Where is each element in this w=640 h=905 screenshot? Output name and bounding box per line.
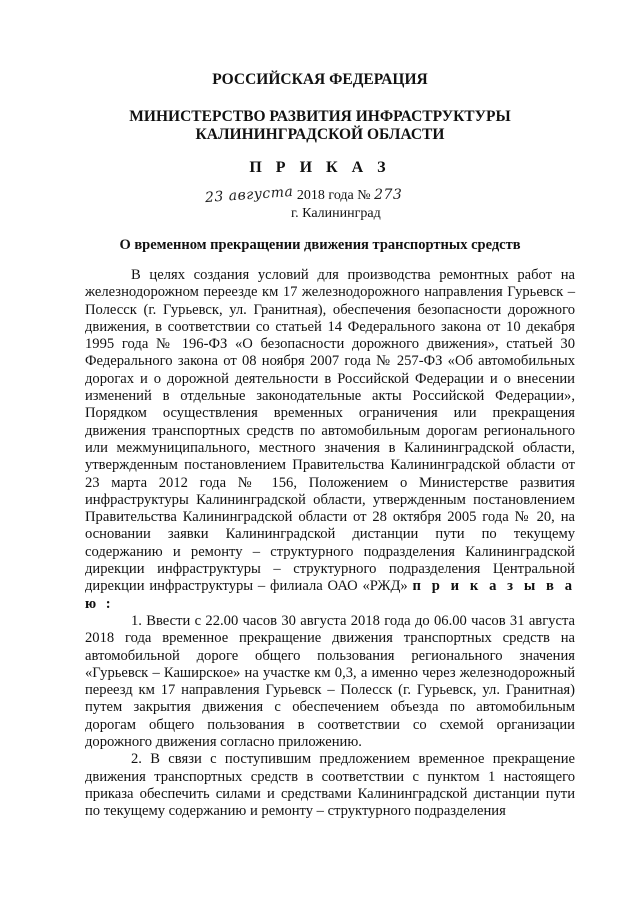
country-heading: РОССИЙСКАЯ ФЕДЕРАЦИЯ xyxy=(212,71,428,88)
order-item-2: 2. В связи с поступившим предложением временное прекращение движения транспортных средств в соответствии с пунктом 1 настоящего приказа обеспечить силами и средствами Калининградской дистанции пути по текущему содержанию и ремонту – структурного подразделения xyxy=(85,751,575,820)
document-type-heading: П Р И К А З xyxy=(249,159,391,176)
order-word: п р и к а з ы в а ю : xyxy=(85,578,576,612)
handwritten-order-number: 273 xyxy=(374,187,403,203)
order-body xyxy=(85,267,575,821)
order-place: г. Калининград xyxy=(291,206,381,221)
ministry-heading-line-2: КАЛИНИНГРАДСКОЙ ОБЛАСТИ xyxy=(195,126,445,143)
order-subject: О временном прекращении движения транспортных средств xyxy=(119,237,521,253)
preamble-paragraph xyxy=(85,267,575,613)
ministry-heading-line-1: МИНИСТЕРСТВО РАЗВИТИЯ ИНФРАСТРУКТУРЫ xyxy=(129,108,511,125)
order-year: 2018 года xyxy=(296,188,354,203)
number-sign: № xyxy=(357,188,371,203)
order-date-line xyxy=(204,183,403,207)
order-item-1: 1. Ввести с 22.00 часов 30 августа 2018 года до 06.00 часов 31 августа 2018 года временное прекращение движения транспортных средств на автомобильной дороге общего пользования регионального значения «Гурьевск – Каширское» на участке км 0,3, а именно через железнодорожный переезд км 17 направления Гурьевск – Полесск (г. Гурьевск, ул. Гранитная) путем закрытия движения с обеспечением объезда по автомобильным дорогам общего пользования в соответствии со схемой организации дорожного движения согласно приложению. xyxy=(85,612,575,751)
ministry-heading xyxy=(0,108,640,144)
handwritten-date: 23 августа xyxy=(204,183,294,207)
preamble-text: В целях создания условий для производства ремонтных работ на железнодорожном переезде км 17 железнодорожного направления Гурьевск – Полесск (г. Гурьевск, ул. Гранитная), обеспечения безопасности дорожного движения, в соответствии со статьей 14 Федерального закона от 10 декабря 1995 года № 196-ФЗ «О безопасности дорожного движения», статьей 30 Федерального закона от 08 ноября 2007 года № 257-ФЗ «Об автомобильных дорогах и о дорожной деятельности в Российской Федерации и о внесении изменений в отдельные законодательные акты Российской Федерации», Порядком осуществления временных ограничения или прекращения движения транспортных средств по автомобильным дорогам регионального или межмуниципального, местного значения в Калининградской области, утвержденным постановлением Правительства Калининградской области от 23 марта 2012 года № 156, Положением о Министерстве развития инфраструктуры Калининградской области, утвержденным постановлением Правительства Калининградской области от 28 октября 2005 года № 20, на основании заявки Калининградской дистанции пути по текущему содержанию и ремонту – структурного подразделения Калининградской дирекции инфраструктуры – структурного подразделения Центральной дирекции инфраструктуры – филиала ОАО «РЖД» xyxy=(85,267,575,595)
